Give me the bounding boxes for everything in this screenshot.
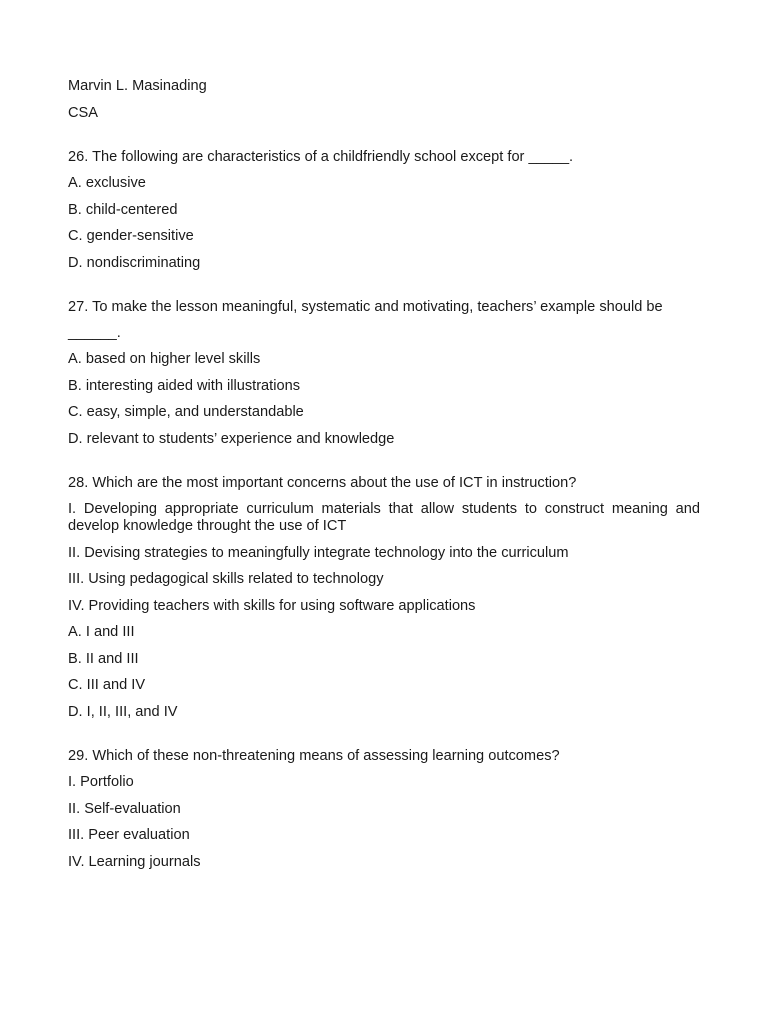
q28-statement-ii: II. Devising strategies to meaningfully integrate technology into the curriculum [68, 544, 569, 561]
document-body [68, 78, 700, 880]
q27-option-a: A. based on higher level skills [68, 351, 261, 367]
q26-option-b: B. child-centered [68, 201, 178, 218]
question-28: 28. Which are the most important concerns about the use of ICT in instruction? [68, 474, 577, 491]
q28-statement-i: I. Developing appropriate curriculum materials that allow students to construct meaning and develop knowledge throught the use of ICT [68, 501, 700, 534]
q29-statement-ii: II. Self-evaluation [68, 800, 181, 817]
q28-option-b: B. II and III [68, 650, 139, 667]
q29-statement-i: I. Portfolio [68, 774, 134, 790]
q28-statement-iii: III. Using pedagogical skills related to technology [68, 571, 384, 587]
q28-option-d: D. I, II, III, and IV [68, 703, 178, 720]
question-29: 29. Which of these non-threatening means of assessing learning outcomes? [68, 747, 560, 764]
q27-option-d: D. relevant to students’ experience and knowledge [68, 430, 395, 447]
question-27: 27. To make the lesson meaningful, systematic and motivating, teachers’ example should be [68, 298, 663, 315]
author-name: Marvin L. Masinading [68, 78, 207, 94]
q26-option-a: A. exclusive [68, 175, 146, 191]
q27-blank: ______. [68, 324, 121, 341]
q27-option-b: B. interesting aided with illustrations [68, 377, 300, 394]
q28-statement-iv: IV. Providing teachers with skills for using software applications [68, 597, 476, 614]
q26-option-c: C. gender-sensitive [68, 228, 194, 244]
author-org: CSA [68, 104, 99, 121]
q26-option-d: D. nondiscriminating [68, 254, 201, 271]
q28-option-c: C. III and IV [68, 677, 146, 693]
q29-statement-iv: IV. Learning journals [68, 853, 201, 870]
question-26: 26. The following are characteristics of a childfriendly school except for _____. [68, 148, 574, 165]
q28-option-a: A. I and III [68, 624, 135, 640]
q27-option-c: C. easy, simple, and understandable [68, 404, 304, 420]
q29-statement-iii: III. Peer evaluation [68, 827, 190, 843]
